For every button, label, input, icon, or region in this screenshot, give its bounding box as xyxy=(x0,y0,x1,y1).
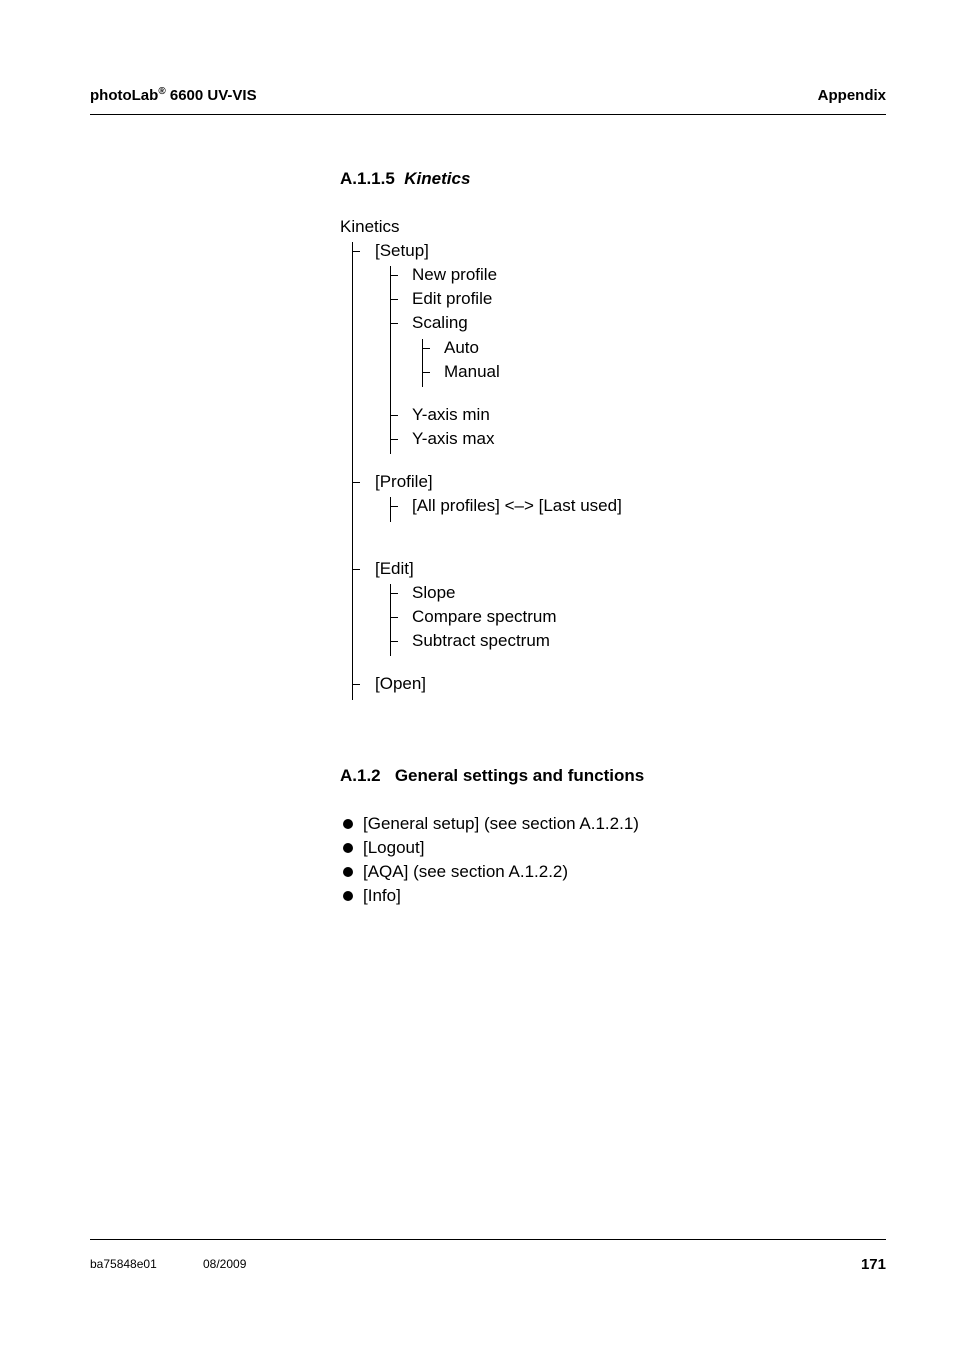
product-name: photoLab xyxy=(90,87,159,104)
header-rule xyxy=(90,114,886,115)
section-number: A.1.1.5 xyxy=(340,169,395,188)
tree-branch xyxy=(352,482,360,483)
tree-node-open: [Open] xyxy=(375,674,427,693)
tree-branch xyxy=(390,415,398,416)
section-number: A.1.2 xyxy=(340,766,381,785)
section-title: Kinetics xyxy=(404,169,471,188)
edit-item-subtract-spectrum: Subtract spectrum xyxy=(412,631,550,650)
bullet-icon xyxy=(343,819,353,829)
tree-branch xyxy=(390,275,398,276)
setup-item-new-profile: New profile xyxy=(412,265,498,284)
setup-item-y-axis-max: Y-axis max xyxy=(412,429,495,448)
bullet-icon xyxy=(343,843,353,853)
tree-node-profile: [Profile] xyxy=(375,472,433,491)
tree-branch xyxy=(422,348,430,349)
setup-item-edit-profile: Edit profile xyxy=(412,289,493,308)
page-number: 171 xyxy=(860,1256,886,1273)
tree-branch xyxy=(352,569,360,570)
tree-branch xyxy=(352,684,360,685)
list-item: [Logout] xyxy=(363,838,425,857)
tree-branch xyxy=(390,506,398,507)
tree-branch xyxy=(390,299,398,300)
bullet-icon xyxy=(343,867,353,877)
tree-node-edit: [Edit] xyxy=(375,559,414,578)
tree-branch xyxy=(422,372,430,373)
edit-item-slope: Slope xyxy=(412,583,456,602)
footer-rule xyxy=(90,1239,886,1240)
tree-branch xyxy=(390,641,398,642)
footer-doc-id: ba75848e01 xyxy=(90,1257,157,1271)
section-title: General settings and functions xyxy=(394,766,645,785)
registered-mark: ® xyxy=(158,86,166,97)
list-item: [Info] xyxy=(363,886,401,905)
bullet-icon xyxy=(343,891,353,901)
scaling-option-auto: Auto xyxy=(444,338,479,357)
header-product xyxy=(90,87,257,104)
general-section-heading xyxy=(340,766,644,786)
list-item: [General setup] (see section A.1.2.1) xyxy=(363,814,639,833)
tree-branch xyxy=(390,593,398,594)
profile-item-toggle: [All profiles] <–> [Last used] xyxy=(412,496,622,515)
edit-subtree-line xyxy=(390,584,391,656)
edit-item-compare-spectrum: Compare spectrum xyxy=(412,607,557,626)
setup-item-scaling: Scaling xyxy=(412,313,468,332)
tree-branch xyxy=(390,439,398,440)
tree-trunk xyxy=(352,242,353,700)
kinetics-section-heading xyxy=(340,169,470,189)
profile-subtree-line xyxy=(390,497,391,522)
header-section: Appendix xyxy=(817,87,886,104)
setup-item-y-axis-min: Y-axis min xyxy=(412,405,490,424)
tree-node-setup: [Setup] xyxy=(375,241,429,260)
product-model: 6600 UV-VIS xyxy=(169,87,257,104)
tree-branch xyxy=(390,323,398,324)
scaling-subtree-line xyxy=(422,339,423,387)
scaling-option-manual: Manual xyxy=(444,362,500,381)
tree-branch xyxy=(352,251,360,252)
tree-root: Kinetics xyxy=(340,217,400,236)
footer-date: 08/2009 xyxy=(203,1257,247,1271)
tree-branch xyxy=(390,617,398,618)
list-item: [AQA] (see section A.1.2.2) xyxy=(363,862,569,881)
setup-subtree-line xyxy=(390,266,391,454)
